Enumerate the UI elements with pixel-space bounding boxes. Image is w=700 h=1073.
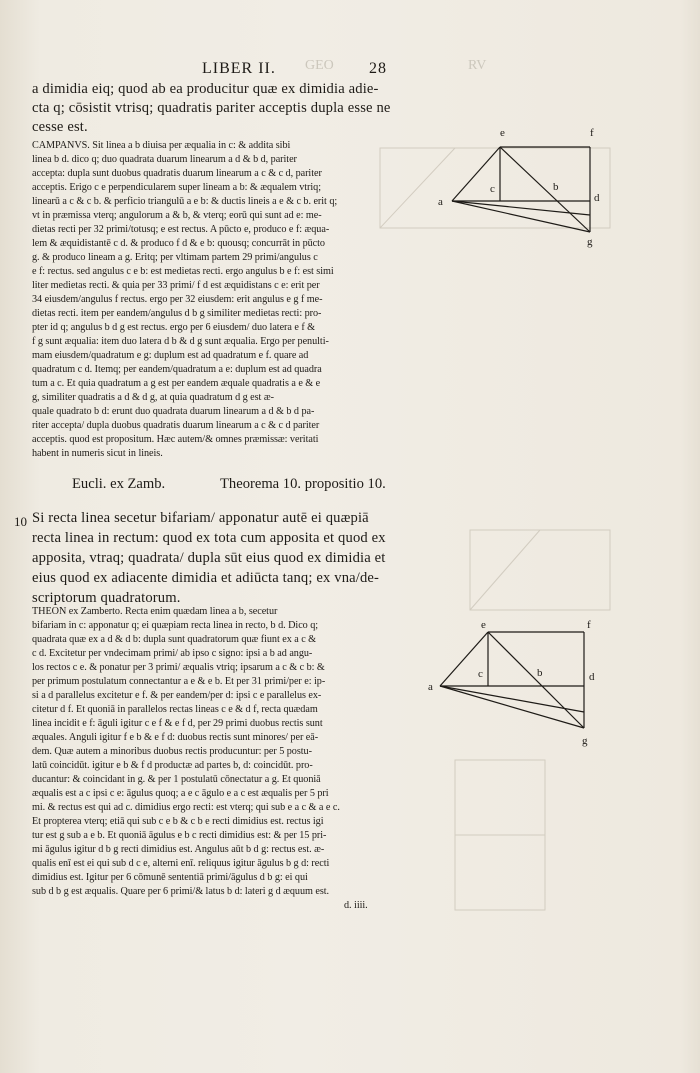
text-line: Et propterea vterq; etiā qui sub c e b & c b e recti dimidius est. rectus igi [32, 816, 324, 827]
text-line: eius quod ex adiacente dimidia et adiūcta tanq; ex vna/de- [32, 570, 380, 586]
text-line: cesse est. [32, 119, 88, 135]
text-line: acceptis. Erigo c e perpendicularem super lineam a b: & æqualem vtriq; [32, 182, 322, 193]
text-line: c d. Excitetur per vndecimam primi/ ab ipso c signo: ipsi a b ad angu- [32, 648, 313, 659]
text-line: dietas recti. item per eandem/angulus d b g similiter medietas recti: pro- [32, 308, 322, 319]
point-label: g [582, 735, 588, 747]
point-label: d [594, 192, 600, 204]
text-line: ducantur: & coincidant in g. & per 1 postulatū cōnectatur a g. Et quoniā [32, 774, 321, 785]
text-line: bifariam in c: apponatur q; ei quæpiam recta linea in recto, b d. Dico q; [32, 620, 319, 631]
text-line: latū coincidūt. igitur e b & f d productæ ad partes b, d: coincidūt. pro- [32, 760, 313, 771]
text-line: Si recta linea secetur bifariam/ apponatur autē ei quæpiā [32, 510, 369, 526]
text-line: g, similiter quadratis a d & d g, at quia quadratum d g est æ- [32, 392, 274, 403]
point-label: b [537, 667, 543, 679]
text-line: 34 eiusdem/angulus f rectus. ergo per 32 eiusdem: erit angulus e g f me- [32, 294, 323, 305]
signature-mark: d. iiii. [344, 900, 368, 911]
point-label: c [490, 183, 495, 195]
text-line: linearū a c & c b. & perficio triangulū a e b: & ductis lineis a e & c b. erit q; [32, 196, 338, 207]
text-line: sub d b g est æqualis. Quare per 6 primi/& latus b d: lateri g d æquum est. [32, 886, 330, 897]
point-label: b [553, 181, 559, 193]
point-label: c [478, 668, 483, 680]
geometric-diagram-1 [452, 147, 590, 232]
bleed-through-text: RV [468, 58, 487, 73]
text-line: riter accepta/ dupla duobus quadratis duarum linearum a c & c d pariter [32, 420, 320, 431]
text-line: liter medietas recti. & quia per 33 primi/ f d est æquidistans c e: erit per [32, 280, 320, 291]
folio-number: 28 [369, 60, 387, 77]
text-line: linea b d. dico q; duo quadrata duarum linearum a d & b d, pariter [32, 154, 297, 165]
text-line: æqualis est a c ipsi c e: āgulus quoq; a e c āgulo e a c est æqualis per 5 pri [32, 788, 329, 799]
text-line: cta q; cōsistit vtrisq; quadratis pariter acceptis dupla esse ne [32, 100, 391, 116]
text-line: dem. Quæ autem a minoribus duobus rectis producuntur: per 5 postu- [32, 746, 312, 757]
text-line: dimidius est. Igitur per 6 cōmunē sententiā primi/āgulus d b g: ei qui [32, 872, 308, 883]
text-line: tur est g sub a e b. Et quoniā āgulus e b c recti dimidius est: & per 15 pri- [32, 830, 327, 841]
text-line: citetur d f. Et quoniā in parallelos rectas lineas c e & d f, recta quædam [32, 704, 318, 715]
text-line: a dimidia eiq; quod ab ea producitur quæ ex dimidia adie- [32, 81, 379, 97]
theorem-heading: Theorema 10. propositio 10. [220, 476, 386, 492]
text-line: dietas recti per 32 primi/totusq; e est rectus. A pūcto e, produco e f: æqua- [32, 224, 330, 235]
bleed-through-figure [380, 148, 610, 910]
text-line: recta linea in rectum: quod ex tota cum apposita et quod ex [32, 530, 386, 546]
bleed-through-text: GEO [305, 58, 334, 73]
point-label: e [481, 619, 486, 631]
text-line: si a d parallelus excitetur e f. & per eandem/per d: ipsi c e parallelus ex- [32, 690, 322, 701]
point-label: a [428, 681, 433, 693]
point-label: d [589, 671, 595, 683]
text-line: g. & produco lineam a g. Eritq; per vltimam partem 29 primi/angulus c [32, 252, 318, 263]
text-line: per primum postulatum connectantur a e & e b. Et per 31 primi/per e: ip- [32, 676, 326, 687]
text-line: THEON ex Zamberto. Recta enim quædam linea a b, secetur [32, 606, 278, 617]
text-line: mam eiusdem/quadratum e g: duplum est ad quadratum e f. quare ad [32, 350, 309, 361]
text-line: mi āgulus igitur d b g recti dimidius est. Angulus aūt b d g: rectus est. æ- [32, 844, 325, 855]
text-line: quale quadrato b d: erunt duo quadrata duarum linearum a d & b d pa- [32, 406, 315, 417]
text-line: tum a c. Et quia quadratum a g est per eandem æquale quadratis a e & e [32, 378, 321, 389]
text-line: acceptis. quod est propositum. Hæc autem/& omnes præmissæ: veritati [32, 434, 319, 445]
text-line: vt in præmissa vterq; angulorum a & b, & vterq; eorū qui sunt ad e: me- [32, 210, 322, 221]
text-line: los rectos c e. & ponatur per 3 primi/ æqualis vtriq; ipsarum a c & c b: & [32, 662, 325, 673]
text-line: accepta: dupla sunt duobus quadratis duarum linearum a c & c d, pariter [32, 168, 322, 179]
diagram-line [452, 201, 590, 232]
text-line: quadratum c d. Itemq; per eandem/quadratum a e: duplum est ad quadra [32, 364, 322, 375]
margin-number: 10 [14, 514, 27, 529]
text-line: linea incidit e f: āguli igitur c e f & e f d, per 29 primi duobus rectis sunt [32, 718, 323, 729]
text-line: lem & æquidistantē c d. & produco f d & e b: quousq; concurrāt in pūcto [32, 238, 325, 249]
diagram-line [440, 686, 584, 712]
text-line: CAMPANVS. Sit linea a b diuisa per æqualia in c: & addita sibi [32, 140, 291, 151]
text-line: f g sunt æqualia: item duo latera d b & d g sunt æqualia. Ergo per penulti- [32, 336, 329, 347]
text-line: e f: rectus. sed angulus c e b: est medietas recti. ergo angulus b e f: est simi [32, 266, 334, 277]
point-label: e [500, 127, 505, 139]
text-line: scriptorum quadratorum. [32, 590, 181, 606]
point-label: a [438, 196, 443, 208]
source-heading: Eucli. ex Zamb. [72, 476, 166, 492]
geometric-diagram-2 [440, 632, 584, 728]
text-line: æquales. Anguli igitur f e b & e f d: duobus rectis sunt minores/ per eā- [32, 732, 319, 743]
point-label: f [587, 619, 591, 631]
text-line: pter id q; angulus b d g est rectus. ergo per 6 eiusdem/ duo latera e f & [32, 322, 316, 333]
running-head: LIBER II. [202, 60, 276, 77]
point-label: f [590, 127, 594, 139]
diagram-line [452, 201, 590, 215]
text-line: habent in numeris sicut in lineis. [32, 448, 163, 459]
text-line: qualis enī est ei qui sub d c e, alterni enī. reliquus igitur āgulus b g d: recti [32, 858, 330, 869]
text-line: mi. & rectus est qui ad c. dimidius ergo recti: est vterq; qui sub e a c & a e c. [32, 802, 340, 813]
diagram-line [500, 147, 590, 232]
text-line: quadrata quæ ex a d & d b: dupla sunt quadratorum quæ fiunt ex a c & [32, 634, 317, 645]
text-line: apposita, vtraq; quadrata/ dupla sūt eius quod ex dimidia et [32, 550, 386, 566]
point-label: g [587, 236, 593, 248]
